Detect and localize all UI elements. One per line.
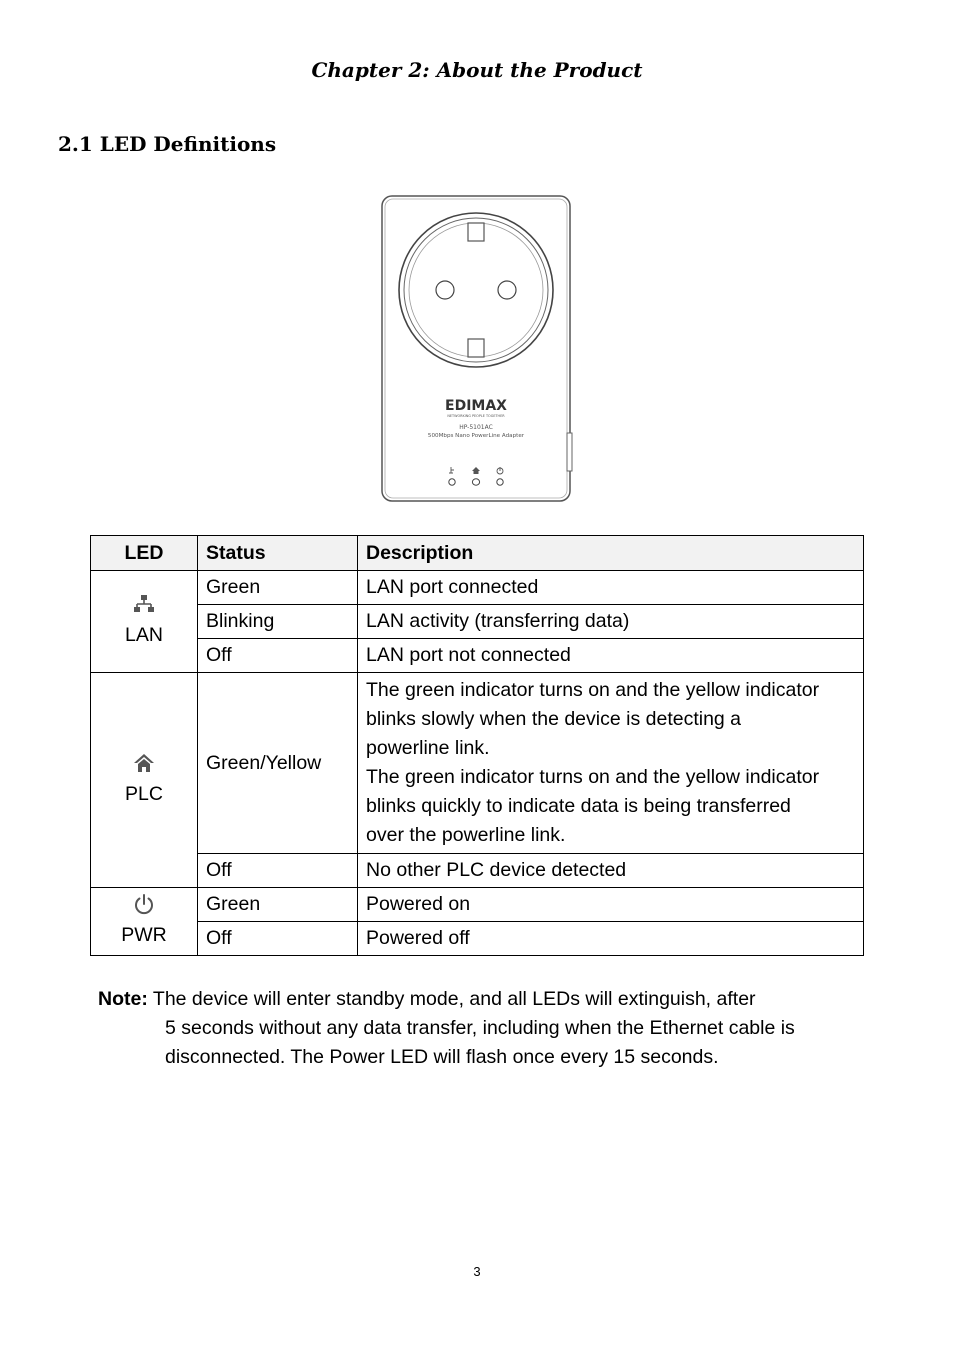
table-row xyxy=(91,922,864,956)
status-cell: Green/Yellow xyxy=(198,673,358,854)
description-line: over the powerline link. xyxy=(366,824,566,846)
device-tagline: NETWORKING PEOPLE TOGETHER xyxy=(447,414,505,418)
note-line-2: 5 seconds without any data transfer, including when the Ethernet cable is xyxy=(165,1017,795,1039)
page-number: 3 xyxy=(473,1264,481,1279)
header-status: Status xyxy=(198,536,358,571)
description-cell: LAN port connected xyxy=(358,571,864,605)
led-label-lan: LAN xyxy=(125,624,163,646)
led-cell-lan xyxy=(91,571,198,673)
note-line-3: disconnected. The Power LED will flash once every 15 seconds. xyxy=(165,1046,719,1068)
home-icon xyxy=(133,752,155,774)
status-cell: Green xyxy=(198,571,358,605)
device-brand: EDIMAX xyxy=(445,398,507,414)
led-cell-plc xyxy=(91,673,198,888)
description-line: powerline link. xyxy=(366,737,490,759)
status-cell: Off xyxy=(198,854,358,888)
description-line: The green indicator turns on and the yellow indicator xyxy=(366,766,820,788)
description-cell: Powered off xyxy=(358,922,864,956)
status-cell: Blinking xyxy=(198,605,358,639)
power-icon xyxy=(133,893,155,915)
table-row xyxy=(91,605,864,639)
status-cell: Off xyxy=(198,922,358,956)
table-row xyxy=(91,571,864,605)
table-row xyxy=(91,854,864,888)
note-text-1: The device will enter standby mode, and all LEDs will extinguish, after xyxy=(152,988,756,1010)
description-cell: Powered on xyxy=(358,888,864,922)
description-line: blinks quickly to indicate data is being transferred xyxy=(366,795,791,817)
note-line-1 xyxy=(98,985,858,1014)
description-cell: No other PLC device detected xyxy=(358,854,864,888)
note xyxy=(98,985,858,1072)
status-cell: Off xyxy=(198,639,358,673)
table-header-row xyxy=(91,536,864,571)
device-model: HP-5101AC xyxy=(459,424,493,431)
network-icon xyxy=(133,593,155,615)
note-label: Note: xyxy=(98,988,148,1010)
table-row xyxy=(91,673,864,854)
description-line: The green indicator turns on and the yellow indicator xyxy=(366,679,820,701)
led-label-pwr: PWR xyxy=(121,924,167,946)
description-cell xyxy=(358,673,864,854)
header-led: LED xyxy=(91,536,198,571)
section-title: 2.1 LED Definitions xyxy=(58,132,277,156)
device-illustration xyxy=(378,193,576,505)
description-line: blinks slowly when the device is detecting a xyxy=(366,708,742,730)
led-cell-pwr xyxy=(91,888,198,956)
led-definitions-table xyxy=(90,535,864,956)
description-cell: LAN activity (transferring data) xyxy=(358,605,864,639)
led-label-plc: PLC xyxy=(125,782,163,805)
header-description: Description xyxy=(358,536,864,571)
device-product-name: 500Mbps Nano PowerLine Adapter xyxy=(427,433,525,439)
chapter-title: Chapter 2: About the Product xyxy=(311,58,643,82)
status-cell: Green xyxy=(198,888,358,922)
description-cell: LAN port not connected xyxy=(358,639,864,673)
table-row xyxy=(91,639,864,673)
table-row xyxy=(91,888,864,922)
